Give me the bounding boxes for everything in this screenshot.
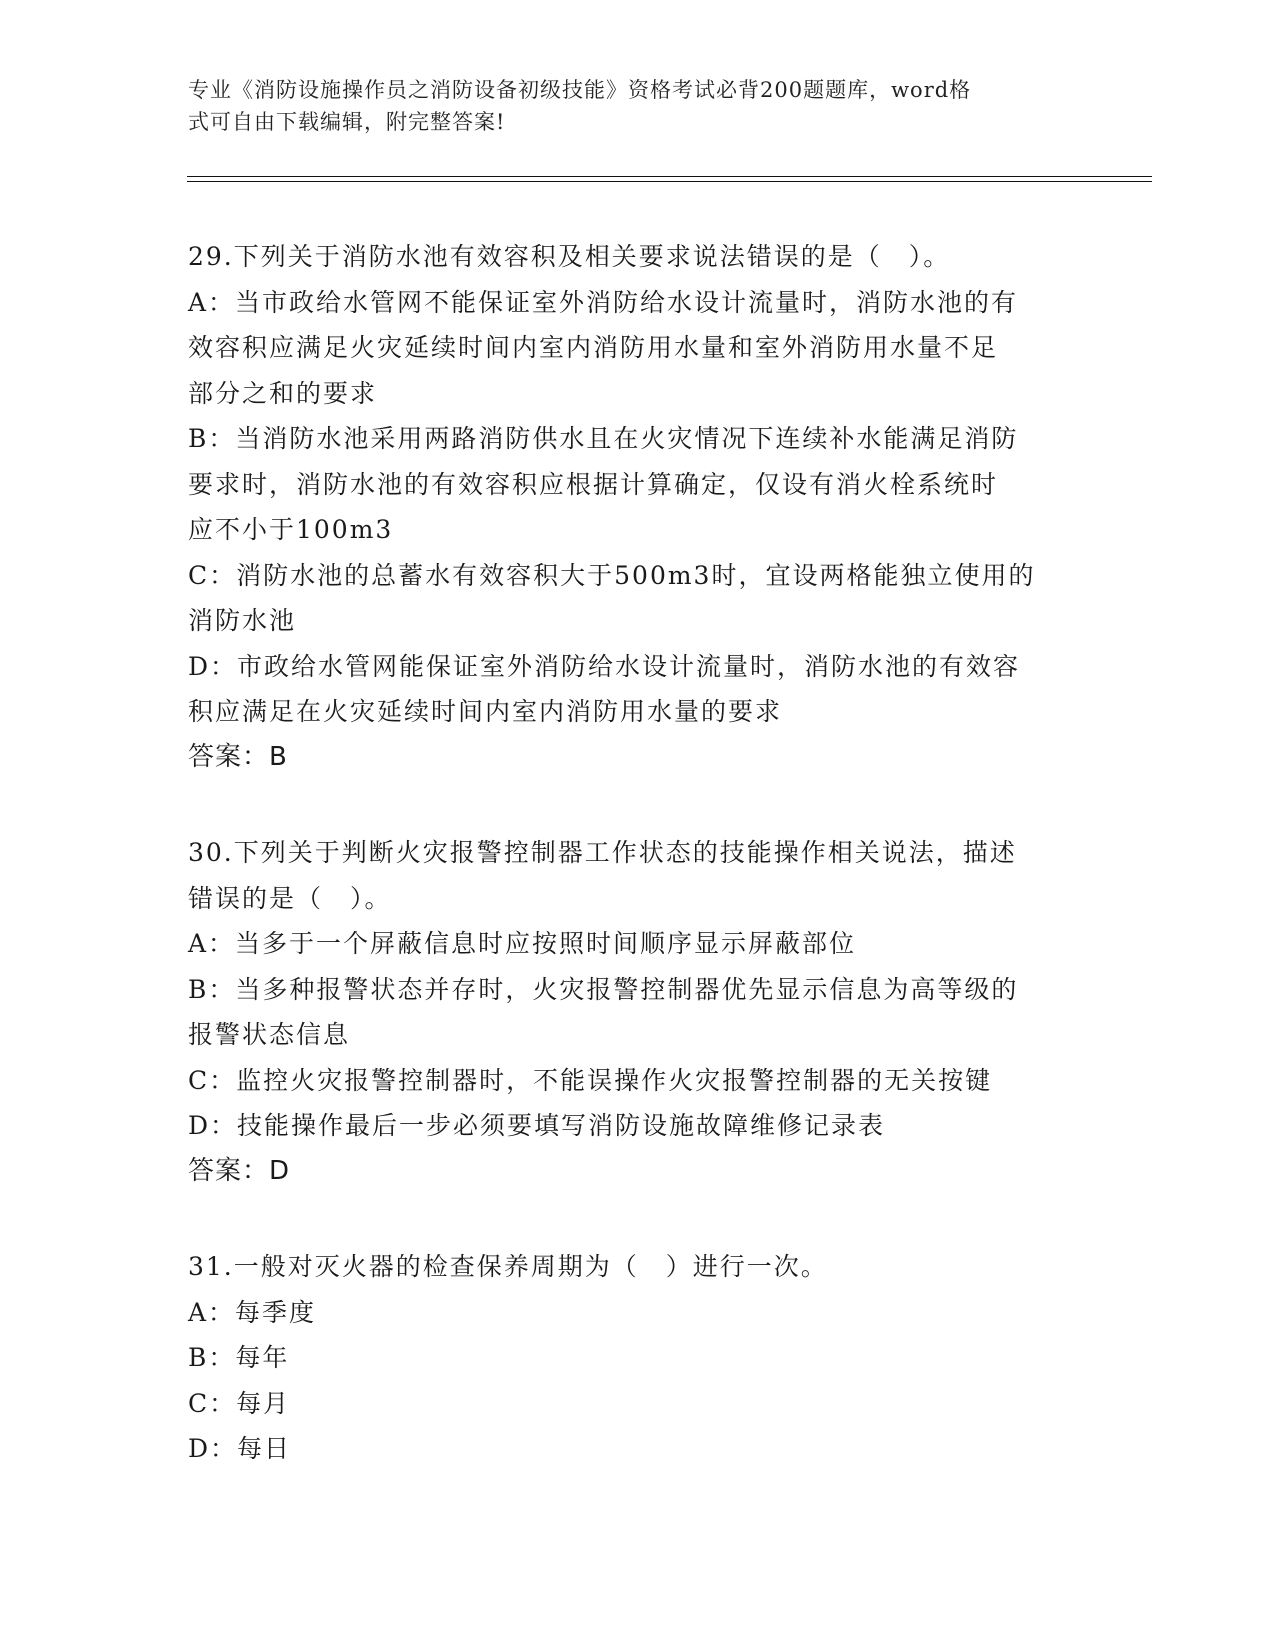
question-stem: 29.下列关于消防水池有效容积及相关要求说法错误的是（ ）。 (188, 242, 951, 271)
option-d: D：市政给水管网能保证室外消防给水设计流量时，消防水池的有效容 (188, 651, 1021, 681)
answer-label: 答案：D (188, 1155, 291, 1186)
document-header (188, 74, 1088, 138)
question-block (188, 830, 1088, 1194)
answer-label: 答案：B (188, 741, 288, 772)
header-divider-top (187, 176, 1152, 177)
option-a: A：当市政给水管网不能保证室外消防给水设计流量时，消防水池的有 (188, 287, 1019, 317)
option-c: C：每月 (188, 1388, 291, 1418)
option-d: D：每日 (188, 1434, 292, 1463)
header-line-2: 式可自由下载编辑，附完整答案! (188, 110, 506, 134)
option-b: B：当消防水池采用两路消防供水且在火灾情况下连续补水能满足消防 (188, 424, 1019, 453)
option-a: 部分之和的要求 (188, 378, 378, 408)
question-block (188, 234, 1088, 780)
option-d: 积应满足在火灾延续时间内室内消防用水量的要求 (188, 697, 783, 726)
option-c: C：监控火灾报警控制器时，不能误操作火灾报警控制器的无关按键 (188, 1065, 993, 1095)
option-a: 效容积应满足火灾延续时间内室内消防用水量和室外消防用水量不足 (188, 333, 999, 362)
question-stem: 31.一般对灭火器的检查保养周期为（ ）进行一次。 (188, 1252, 828, 1281)
option-d: D：技能操作最后一步必须要填写消防设施故障维修记录表 (188, 1111, 886, 1140)
option-b: 应不小于100m3 (188, 515, 394, 544)
question-block (188, 1244, 1088, 1472)
question-stem: 30.下列关于判断火灾报警控制器工作状态的技能操作相关说法，描述 (188, 838, 1017, 867)
header-divider-bottom (187, 181, 1152, 182)
option-b: B：每年 (188, 1343, 290, 1372)
option-b: 要求时，消防水池的有效容积应根据计算确定，仅设有消火栓系统时 (188, 469, 999, 499)
question-list (188, 234, 1088, 1522)
option-a: A：每季度 (188, 1297, 317, 1327)
option-b: B：当多种报警状态并存时，火灾报警控制器优先显示信息为高等级的 (188, 974, 1019, 1004)
question-stem: 错误的是（ ）。 (188, 883, 392, 913)
option-b: 报警状态信息 (188, 1020, 351, 1049)
option-c: C：消防水池的总蓄水有效容积大于500m3时，宜设两格能独立使用的 (188, 560, 1036, 590)
option-c: 消防水池 (188, 606, 297, 635)
option-a: A：当多于一个屏蔽信息时应按照时间顺序显示屏蔽部位 (188, 929, 857, 958)
header-line-1: 专业《消防设施操作员之消防设备初级技能》资格考试必背200题题库，word格 (188, 78, 972, 102)
